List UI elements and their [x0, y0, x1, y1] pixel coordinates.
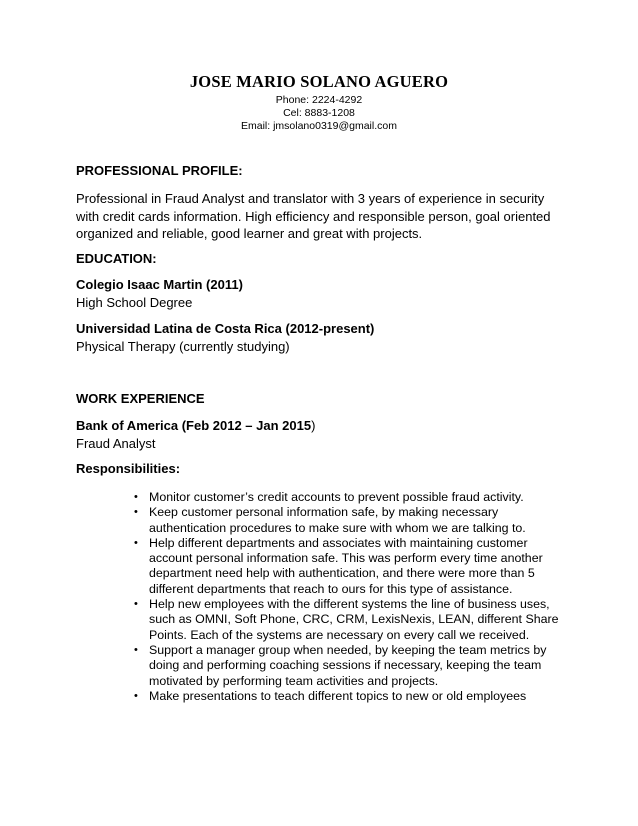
- employer-close-paren: ): [311, 418, 316, 433]
- list-item: [134, 643, 564, 689]
- responsibility-text: Help different departments and associates with maintaining customer account personal information safe. This was perform every time another department need help with authentication, and there were more than 5 different departments that reach to ours for this type of assistance.: [149, 535, 543, 596]
- responsibilities-heading: Responsibilities:: [76, 461, 181, 476]
- employer-line: [76, 417, 562, 435]
- responsibility-text: Help new employees with the different systems the line of business uses, such as OMNI, Soft Phone, CRC, CRM, LexisNexis, LEAN, different Share Points. Each of the systems are necessary on every call we received.: [149, 597, 559, 642]
- bullet-icon: •: [134, 643, 138, 656]
- bullet-icon: •: [134, 598, 138, 611]
- resume-header: [0, 72, 638, 133]
- bullet-icon: •: [134, 689, 138, 702]
- list-item: [134, 689, 564, 704]
- responsibility-text: Monitor customer’s credit accounts to prevent possible fraud activity.: [149, 490, 524, 504]
- email-address: Email: jmsolano0319@gmail.com: [241, 120, 397, 132]
- work-heading: WORK EXPERIENCE: [76, 391, 205, 406]
- education-detail-2: Physical Therapy (currently studying): [76, 339, 290, 354]
- contact-info: [0, 94, 638, 133]
- education-school-1: Colegio Isaac Martin (2011): [76, 277, 243, 292]
- education-detail-1: High School Degree: [76, 295, 193, 310]
- education-heading: EDUCATION:: [76, 251, 157, 266]
- responsibility-text: Support a manager group when needed, by keeping the team metrics by doing and performing coaching sessions if necessary, keeping the team motivated by performing team activities and projects.: [149, 642, 547, 688]
- bullet-icon: •: [134, 536, 138, 549]
- bullet-icon: •: [134, 491, 138, 503]
- job-role: Fraud Analyst: [76, 436, 156, 451]
- cel-number: Cel: 8883-1208: [283, 107, 355, 119]
- list-item: [134, 597, 564, 643]
- list-item: [134, 490, 564, 505]
- list-item: [134, 505, 564, 536]
- profile-heading: PROFESSIONAL PROFILE:: [76, 163, 243, 178]
- list-item: [134, 536, 564, 597]
- candidate-name: JOSE MARIO SOLANO AGUERO: [189, 72, 449, 91]
- phone-number: Phone: 2224-4292: [275, 94, 363, 106]
- responsibility-text: Make presentations to teach different topics to new or old employees: [149, 688, 527, 703]
- education-school-2: Universidad Latina de Costa Rica (2012-present): [76, 321, 375, 336]
- responsibility-text: Keep customer personal information safe, by making necessary authentication procedures to make sure with whom we are talking to.: [149, 505, 526, 535]
- bullet-icon: •: [134, 506, 138, 519]
- profile-text: Professional in Fraud Analyst and translator with 3 years of experience in security with credit cards information. High efficiency and responsible person, goal oriented organized and reliable, good learner and great with projects.: [76, 191, 551, 241]
- employer-name: Bank of America (Feb 2012 – Jan 2015: [76, 418, 312, 433]
- responsibilities-list: [134, 490, 564, 704]
